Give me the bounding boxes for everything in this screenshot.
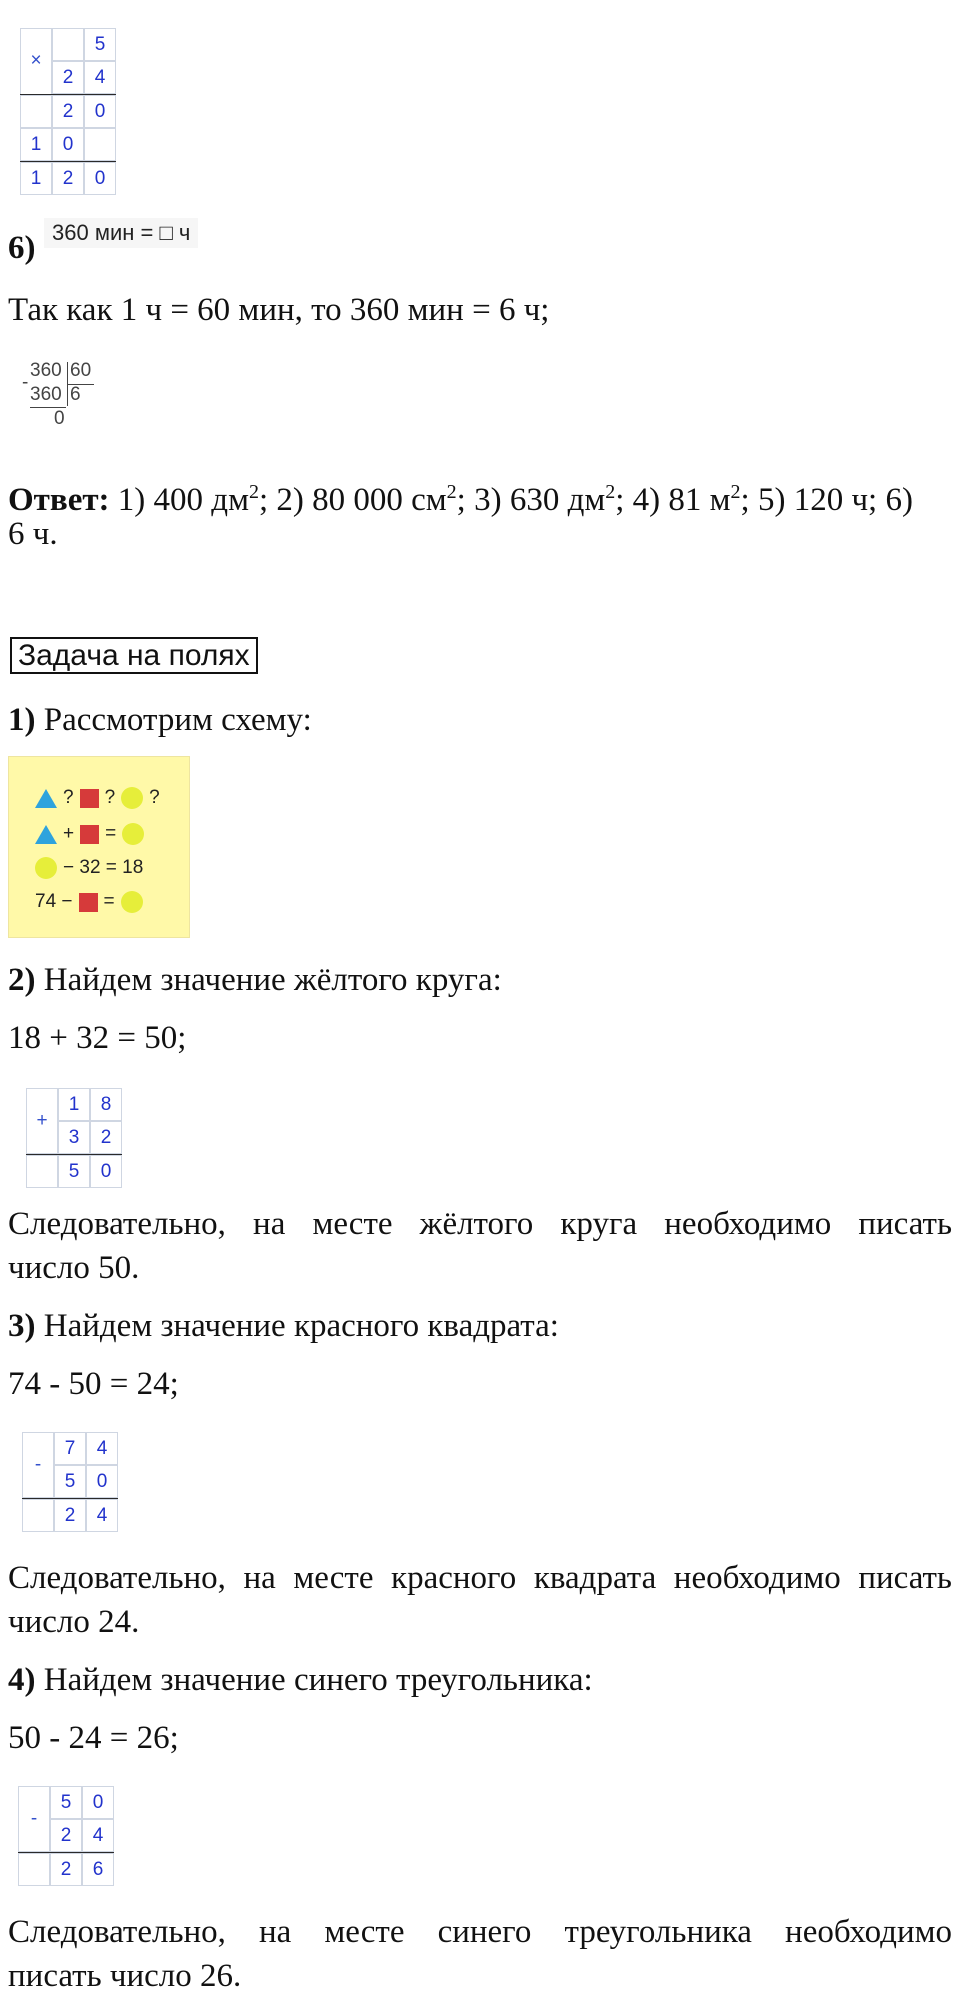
grid-cell: 2 — [52, 95, 84, 128]
blue-triangle-icon — [35, 789, 57, 808]
divisor: 60 — [70, 360, 92, 381]
yellow-circle-icon — [35, 857, 57, 879]
conclusion-2-line-2: число 50. — [8, 1250, 140, 1286]
conclusion-2-line-1: Следовательно, на месте жёлтого круга необходимо писать — [8, 1206, 952, 1242]
scheme-image — [8, 756, 190, 938]
task-title-box — [10, 636, 258, 676]
grid-cell: 4 — [82, 1819, 114, 1852]
grid-cell — [22, 1499, 54, 1532]
answer-label: Ответ: — [8, 482, 110, 518]
grid-cell: 2 — [52, 61, 84, 94]
answer-line-2: 6 ч. — [8, 516, 58, 552]
answer-part: ; 5) 120 ч; 6) — [740, 482, 913, 518]
red-square-icon — [80, 789, 99, 808]
answer-sup: 2 — [730, 481, 741, 503]
grid-cell: 5 — [58, 1155, 90, 1188]
blue-triangle-icon — [35, 825, 57, 844]
answer-part: ; 3) 630 дм — [456, 482, 606, 518]
grid-cell — [20, 95, 52, 128]
long-division — [22, 360, 102, 440]
answer-sup: 2 — [605, 481, 616, 503]
grid-cell: 1 — [20, 128, 52, 161]
grid-cell — [26, 1155, 58, 1188]
grid-cell — [52, 28, 84, 61]
yellow-circle-icon — [121, 891, 143, 913]
scheme-row-2: + = — [35, 823, 144, 845]
item-6-label: 6) — [8, 230, 36, 266]
answer-part: ; 4) 81 м — [615, 482, 731, 518]
grid-cell: 0 — [84, 95, 116, 128]
grid-cell: 6 — [82, 1853, 114, 1886]
grid-cell: 7 — [54, 1432, 86, 1465]
equation-3: 74 - 50 = 24; — [8, 1366, 179, 1402]
conclusion-3-line-2: число 24. — [8, 1604, 140, 1640]
remainder: 0 — [54, 408, 65, 429]
grid-cell: 0 — [82, 1786, 114, 1819]
grid-cell: 5 — [84, 28, 116, 61]
red-square-icon — [79, 893, 98, 912]
conclusion-2 — [8, 1202, 952, 1290]
grid-cell: 2 — [90, 1121, 122, 1154]
answer-line — [8, 472, 952, 520]
grid-cell: 2 — [50, 1819, 82, 1852]
red-square-icon — [80, 825, 99, 844]
scheme-row-3: − 32 = 18 — [35, 857, 143, 879]
grid-cell: 8 — [90, 1088, 122, 1121]
grid-cell: 0 — [86, 1465, 118, 1498]
conclusion-4 — [8, 1910, 952, 1998]
conclusion-3-line-1: Следовательно, на месте красного квадрата необходимо писать — [8, 1560, 952, 1596]
grid-cell: 5 — [50, 1786, 82, 1819]
grid-cell: 0 — [90, 1155, 122, 1188]
minus-sign: - — [34, 1454, 42, 1475]
answer-sup: 2 — [248, 481, 259, 503]
grid-cell: 1 — [20, 162, 52, 195]
grid-cell: 4 — [84, 61, 116, 94]
grid-cell: 2 — [50, 1853, 82, 1886]
step-4: 4) Найдем значение синего треугольника: — [8, 1662, 593, 1698]
yellow-circle-icon — [122, 823, 144, 845]
subtrahend: 360 — [30, 384, 62, 405]
grid-cell: 0 — [52, 128, 84, 161]
equation-4: 50 - 24 = 26; — [8, 1720, 179, 1756]
answer-part: ; 2) 80 000 см — [258, 482, 447, 518]
grid-cell — [18, 1853, 50, 1886]
grid-cell: 5 — [54, 1465, 86, 1498]
step-1: 1) Рассмотрим схему: — [8, 702, 312, 738]
grid-cell: 2 — [52, 162, 84, 195]
grid-cell: 4 — [86, 1499, 118, 1532]
yellow-circle-icon — [121, 787, 143, 809]
scheme-row-4: 74 − = — [35, 891, 143, 913]
answer-sup: 2 — [446, 481, 457, 503]
grid-cell: 2 — [54, 1499, 86, 1532]
conclusion-4-line-1: Следовательно, на месте синего треугольника необходимо — [8, 1914, 952, 1950]
grid-cell: 1 — [58, 1088, 90, 1121]
minus-sign: - — [22, 372, 29, 393]
scheme-row-1: ? ? ? — [35, 787, 160, 809]
conclusion-3 — [8, 1556, 952, 1644]
plus-sign: + — [36, 1110, 48, 1131]
step-3: 3) Найдем значение красного квадрата: — [8, 1308, 559, 1344]
task-title: Задача на полях — [10, 637, 258, 674]
multiply-sign: × — [30, 50, 42, 71]
grid-cell — [84, 128, 116, 161]
step-2: 2) Найдем значение жёлтого круга: — [8, 962, 502, 998]
grid-cell: 4 — [86, 1432, 118, 1465]
dividend: 360 — [30, 360, 62, 381]
conclusion-4-line-2: писать число 26. — [8, 1958, 242, 1994]
grid-cell: 3 — [58, 1121, 90, 1154]
answer-part: 1) 400 дм — [117, 482, 249, 518]
item-6-text: Так как 1 ч = 60 мин, то 360 мин = 6 ч; — [8, 292, 550, 328]
item-6-equation: 360 мин = □ ч — [44, 218, 198, 248]
equation-2: 18 + 32 = 50; — [8, 1020, 187, 1056]
minus-sign: - — [30, 1808, 38, 1829]
grid-cell: 0 — [84, 162, 116, 195]
quotient: 6 — [70, 384, 81, 405]
